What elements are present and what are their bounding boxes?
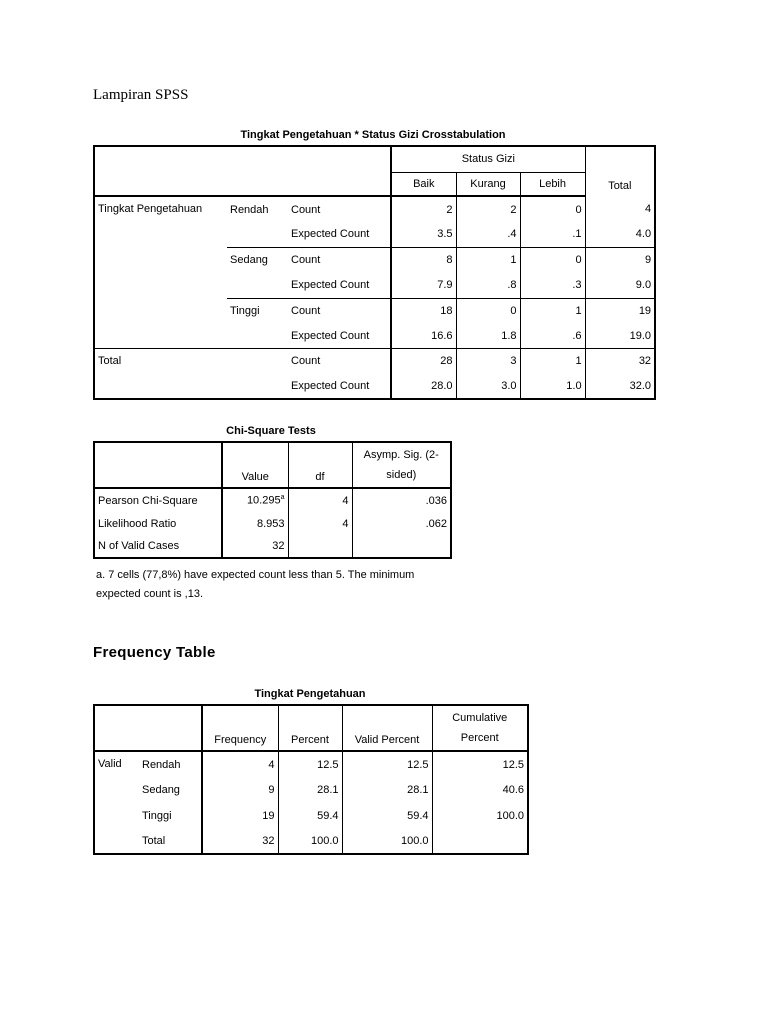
chisq-col-value: Value [222, 442, 288, 488]
freq-cell: 19 [202, 803, 278, 829]
freq-row-label: Total [142, 835, 166, 847]
freq-cell: 12.5 [342, 751, 432, 777]
freq-col-valid-percent: Valid Percent [342, 705, 432, 751]
freq-cell: 12.5 [278, 751, 342, 777]
cell: 3 [456, 348, 520, 374]
cell: 19 [585, 298, 655, 324]
cell: 28 [391, 348, 456, 374]
chisq-corner [94, 442, 222, 488]
sig-header-line2: sided) [386, 469, 417, 481]
freq-corner [94, 705, 202, 751]
freq-col-percent: Percent [278, 705, 342, 751]
chisq-sig: .062 [352, 512, 451, 535]
count-label: Count [291, 203, 321, 216]
count-label: Count [291, 254, 321, 267]
cell: 1.0 [520, 374, 585, 399]
freq-row-label: Tinggi [142, 810, 172, 822]
page-heading: Lampiran SPSS [93, 87, 189, 103]
cell: 4 [585, 196, 655, 222]
section-title: Frequency Table [93, 644, 216, 661]
chisq-df [288, 535, 352, 558]
freq-row-label: Sedang [142, 784, 180, 796]
cell: 8 [391, 247, 456, 273]
freq-cell: 12.5 [432, 751, 528, 777]
chisq-footnote [96, 566, 456, 604]
cell: 7.9 [391, 273, 456, 298]
cell: 19.0 [585, 324, 655, 348]
cell: .4 [456, 222, 520, 247]
freq-table [93, 704, 529, 855]
freq-cell: 28.1 [342, 777, 432, 803]
cell: 32.0 [585, 374, 655, 399]
cell: 3.0 [456, 374, 520, 399]
freq-group-label: Valid [98, 758, 122, 770]
footnote-line2: expected count is ,13. [96, 588, 204, 600]
cell: 0 [456, 298, 520, 324]
expected-label: Expected Count [291, 380, 370, 392]
cell: 16.6 [391, 324, 456, 348]
crosstab-table [93, 145, 656, 400]
freq-row-label: Rendah [142, 758, 181, 771]
crosstab-col-total: Total [585, 146, 655, 196]
chisq-df: 4 [288, 488, 352, 512]
cell: 9.0 [585, 273, 655, 298]
level-label: Sedang [230, 254, 268, 267]
freq-cell: 4 [202, 751, 278, 777]
cell: .3 [520, 273, 585, 298]
row-variable-label: Tingkat Pengetahuan [98, 203, 203, 215]
cell: 1 [520, 348, 585, 374]
chisq-col-sig [352, 442, 451, 488]
chisq-value [222, 488, 288, 512]
cell: .1 [520, 222, 585, 247]
sig-header-line1: Asymp. Sig. (2- [363, 449, 439, 461]
freq-cell: 59.4 [278, 803, 342, 829]
cell: 4.0 [585, 222, 655, 247]
footnote-marker: a [280, 494, 285, 502]
expected-label: Expected Count [288, 222, 391, 247]
crosstab-group-header: Status Gizi [391, 146, 585, 172]
chisq-sig [352, 535, 451, 558]
chisq-df: 4 [288, 512, 352, 535]
chisq-title: Chi-Square Tests [226, 425, 316, 437]
freq-cell: 9 [202, 777, 278, 803]
freq-cell: 40.6 [432, 777, 528, 803]
crosstab-col-baik: Baik [391, 172, 456, 196]
value-text: 10.295 [246, 494, 281, 507]
cum-header-line2: Percent [460, 732, 499, 744]
expected-label: Expected Count [291, 329, 370, 342]
cell: 0 [520, 196, 585, 222]
chisq-row-label: Likelihood Ratio [98, 517, 177, 530]
cell: 2 [456, 196, 520, 222]
freq-title: Tingkat Pengetahuan [254, 688, 366, 700]
total-row-label: Total [94, 348, 227, 374]
chisq-value: 8.953 [222, 512, 288, 535]
crosstab-col-lebih: Lebih [520, 172, 585, 196]
freq-cell: 100.0 [278, 829, 342, 854]
level-label: Rendah [230, 203, 269, 216]
freq-col-cumulative [432, 705, 528, 751]
expected-label: Expected Count [288, 273, 391, 298]
chisq-table [93, 441, 452, 559]
freq-cell: 32 [202, 829, 278, 854]
crosstab-title: Tingkat Pengetahuan * Status Gizi Crosstabulation [240, 129, 506, 141]
cell: .8 [456, 273, 520, 298]
count-label: Count [288, 348, 391, 374]
freq-cell: 100.0 [342, 829, 432, 854]
cell: .6 [520, 324, 585, 348]
chisq-col-df: df [288, 442, 352, 488]
crosstab-col-kurang: Kurang [456, 172, 520, 196]
crosstab-corner [94, 146, 391, 196]
freq-cell: 28.1 [278, 777, 342, 803]
footnote-line1: a. 7 cells (77,8%) have expected count less than 5. The minimum [96, 569, 415, 581]
chisq-value: 32 [222, 535, 288, 558]
cell: 2 [391, 196, 456, 222]
level-label: Tinggi [230, 305, 260, 318]
cell: 3.5 [391, 222, 456, 247]
cell: 9 [585, 247, 655, 273]
chisq-sig: .036 [352, 488, 451, 512]
cell: 28.0 [391, 374, 456, 399]
cell: 1 [520, 298, 585, 324]
cell: 18 [391, 298, 456, 324]
freq-col-frequency: Frequency [202, 705, 278, 751]
cell: 1.8 [456, 324, 520, 348]
cum-header-line1: Cumulative [452, 712, 508, 724]
cell: 32 [585, 348, 655, 374]
chisq-row-label: Pearson Chi-Square [98, 494, 198, 507]
cell: 1 [456, 247, 520, 273]
cell: 0 [520, 247, 585, 273]
freq-cell [432, 829, 528, 854]
freq-cell: 59.4 [342, 803, 432, 829]
freq-cell: 100.0 [432, 803, 528, 829]
count-label: Count [291, 305, 321, 318]
chisq-row-label: N of Valid Cases [98, 540, 180, 552]
